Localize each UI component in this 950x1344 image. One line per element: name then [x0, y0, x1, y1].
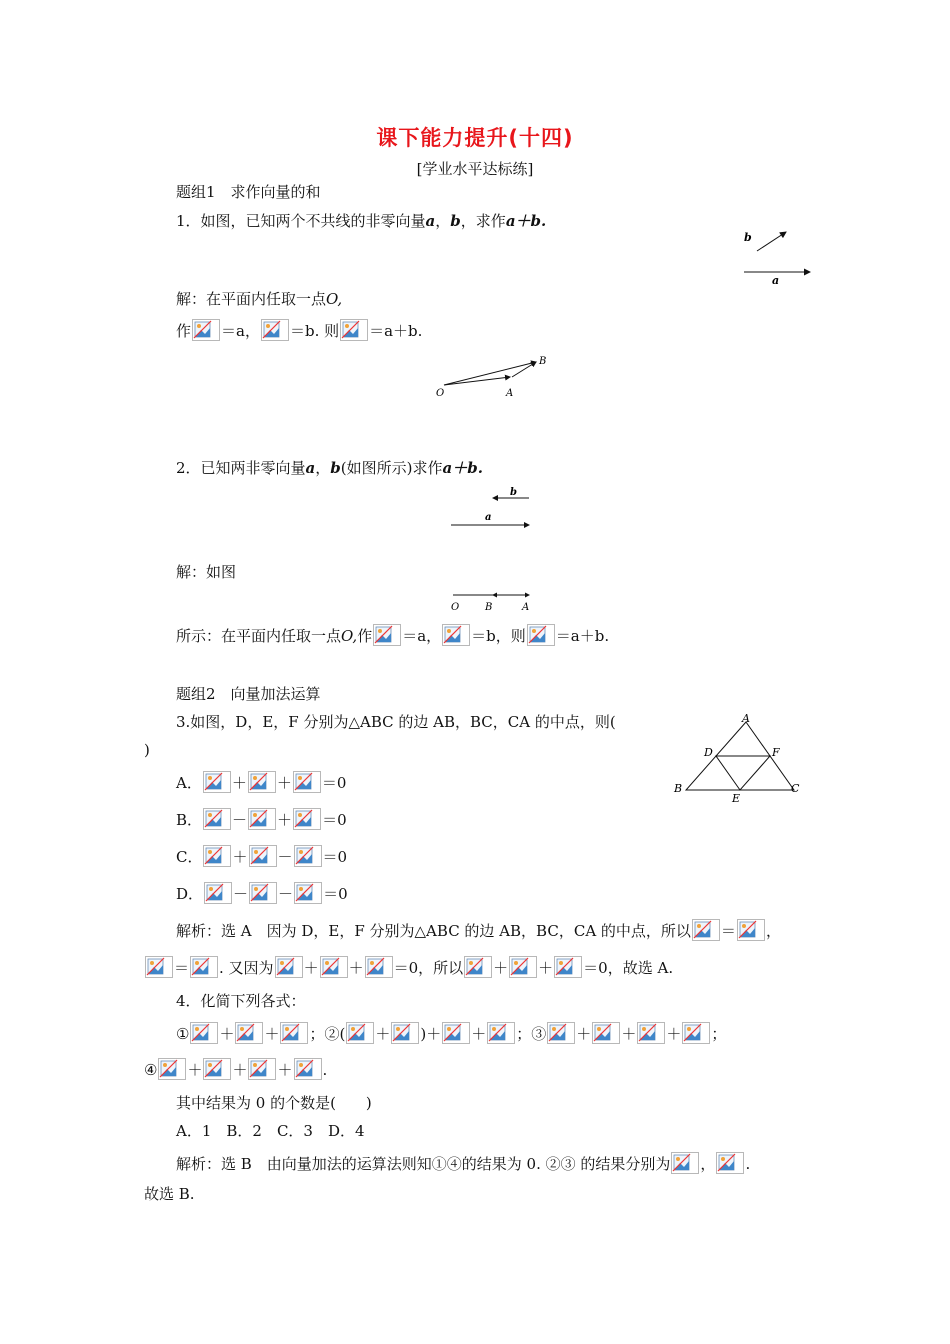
vector-image-icon	[261, 319, 289, 341]
vector-image-icon	[249, 845, 277, 867]
vector-image-icon	[554, 956, 582, 978]
point-C-label: C	[791, 782, 800, 795]
q1-solution-figure	[432, 352, 552, 400]
point-A-label: A	[522, 602, 530, 613]
q3-stem-end: )	[144, 741, 150, 759]
q4-analysis-line1: 解析：选 B 由向量加法的运算法则知①④的结果为 0. ②③ 的结果分别为 ， .	[176, 1152, 750, 1174]
vector-image-icon	[509, 956, 537, 978]
q4-stem: 4．化简下列各式：	[176, 992, 306, 1010]
q3-option-a[interactable]: A． ＋ ＋ ＝0	[176, 771, 346, 793]
point-O-label: O	[451, 602, 460, 613]
vector-image-icon	[637, 1022, 665, 1044]
vector-b-arrow	[757, 232, 786, 251]
q3-analysis-line1: 解析：选 A 因为 D，E，F 分别为△ABC 的边 AB，BC，CA 的中点，所以 ＝ ，	[176, 919, 781, 941]
vector-image-icon	[293, 808, 321, 830]
vector-image-icon	[671, 1152, 699, 1174]
q2-solution-figure	[445, 588, 537, 614]
vector-image-icon	[203, 1058, 231, 1080]
q3-triangle-figure	[670, 710, 810, 806]
vector-image-icon	[280, 1022, 308, 1044]
vector-image-icon	[682, 1022, 710, 1044]
vector-image-icon	[373, 624, 401, 646]
vector-image-icon	[487, 1022, 515, 1044]
vector-image-icon	[235, 1022, 263, 1044]
q3-option-d[interactable]: D． － － ＝0	[176, 882, 348, 904]
vector-image-icon	[294, 882, 322, 904]
q1-solution-line2: 作 ＝a， ＝b. 则 ＝a＋b.	[176, 319, 422, 341]
point-A-label: A	[506, 388, 514, 399]
vector-image-icon	[190, 956, 218, 978]
point-A-label: A	[742, 712, 750, 725]
vector-image-icon	[527, 624, 555, 646]
vector-image-icon	[340, 319, 368, 341]
vector-image-icon	[294, 845, 322, 867]
page-subtitle: [学业水平达标练]	[416, 160, 534, 178]
q3-option-b[interactable]: B． － ＋ ＝0	[176, 808, 347, 830]
vector-image-icon	[203, 845, 231, 867]
vector-b-label: b	[510, 487, 517, 498]
q4-question: 其中结果为 0 的个数是( )	[176, 1094, 372, 1112]
q3-stem: 3.如图，D，E，F 分别为△ABC 的边 AB，BC，CA 的中点，则(	[176, 713, 616, 731]
vector-b-label: b	[744, 231, 752, 244]
q2-vector-figure	[445, 484, 535, 530]
point-B-label: B	[674, 782, 683, 795]
vector-OB	[444, 362, 536, 385]
vector-image-icon	[692, 919, 720, 941]
vector-image-icon	[204, 882, 232, 904]
q2-solution-line1: 解：如图	[176, 563, 237, 581]
vector-image-icon	[248, 808, 276, 830]
vector-image-icon	[442, 1022, 470, 1044]
q4-analysis-line2: 故选 B.	[144, 1185, 195, 1203]
vector-image-icon	[346, 1022, 374, 1044]
vector-a-label: a	[485, 512, 492, 523]
point-E-label: E	[732, 792, 741, 805]
q4-expressions-line2: ④ ＋ ＋ ＋ .	[144, 1058, 327, 1080]
q2-stem: 2．已知两非零向量a，b(如图所示)求作a＋b.	[176, 459, 483, 477]
vector-image-icon	[320, 956, 348, 978]
vector-image-icon	[547, 1022, 575, 1044]
vector-image-icon	[391, 1022, 419, 1044]
triangle-DEF	[716, 756, 770, 790]
point-F-label: F	[772, 746, 780, 759]
vector-image-icon	[158, 1058, 186, 1080]
q2-solution-line2: 所示：在平面内任取一点O,作 ＝a， ＝b，则 ＝a＋b.	[176, 624, 609, 646]
vector-AB	[512, 362, 536, 377]
q1-vector-figure	[738, 226, 818, 290]
vector-image-icon	[203, 771, 231, 793]
vector-image-icon	[248, 1058, 276, 1080]
vector-image-icon	[249, 882, 277, 904]
vector-a-label: a	[772, 274, 780, 287]
vector-image-icon	[365, 956, 393, 978]
vector-image-icon	[192, 319, 220, 341]
group1-heading: 题组1 求作向量的和	[176, 183, 321, 201]
point-B-label: B	[485, 602, 493, 613]
q1-stem: 1．如图，已知两个不共线的非零向量a，b，求作a＋b.	[176, 212, 547, 230]
vector-image-icon	[442, 624, 470, 646]
vector-image-icon	[203, 808, 231, 830]
vector-image-icon	[275, 956, 303, 978]
q3-option-c[interactable]: C． ＋ － ＝0	[176, 845, 347, 867]
vector-image-icon	[248, 771, 276, 793]
group2-heading: 题组2 向量加法运算	[176, 685, 321, 703]
vector-image-icon	[145, 956, 173, 978]
q1-solution-line1: 解：在平面内任取一点O,	[176, 290, 343, 308]
q4-expressions-line1: ① ＋ ＋ ；②( ＋ )＋ ＋ ；③ ＋ ＋ ＋ ；	[176, 1022, 726, 1044]
vector-image-icon	[737, 919, 765, 941]
vector-image-icon	[716, 1152, 744, 1174]
vector-image-icon	[190, 1022, 218, 1044]
point-O-label: O	[436, 388, 445, 399]
point-D-label: D	[704, 746, 713, 759]
page-title: 课下能力提升(十四)	[376, 126, 574, 150]
q3-analysis-line2: ＝ . 又因为 ＋ ＋ ＝0，所以 ＋ ＋ ＝0，故选 A.	[144, 956, 673, 978]
vector-image-icon	[464, 956, 492, 978]
vector-OA	[444, 377, 510, 385]
vector-image-icon	[294, 1058, 322, 1080]
vector-image-icon	[293, 771, 321, 793]
point-B-label: B	[539, 356, 547, 367]
vector-image-icon	[592, 1022, 620, 1044]
q4-choices: A．1 B．2 C．3 D．4	[176, 1122, 365, 1140]
